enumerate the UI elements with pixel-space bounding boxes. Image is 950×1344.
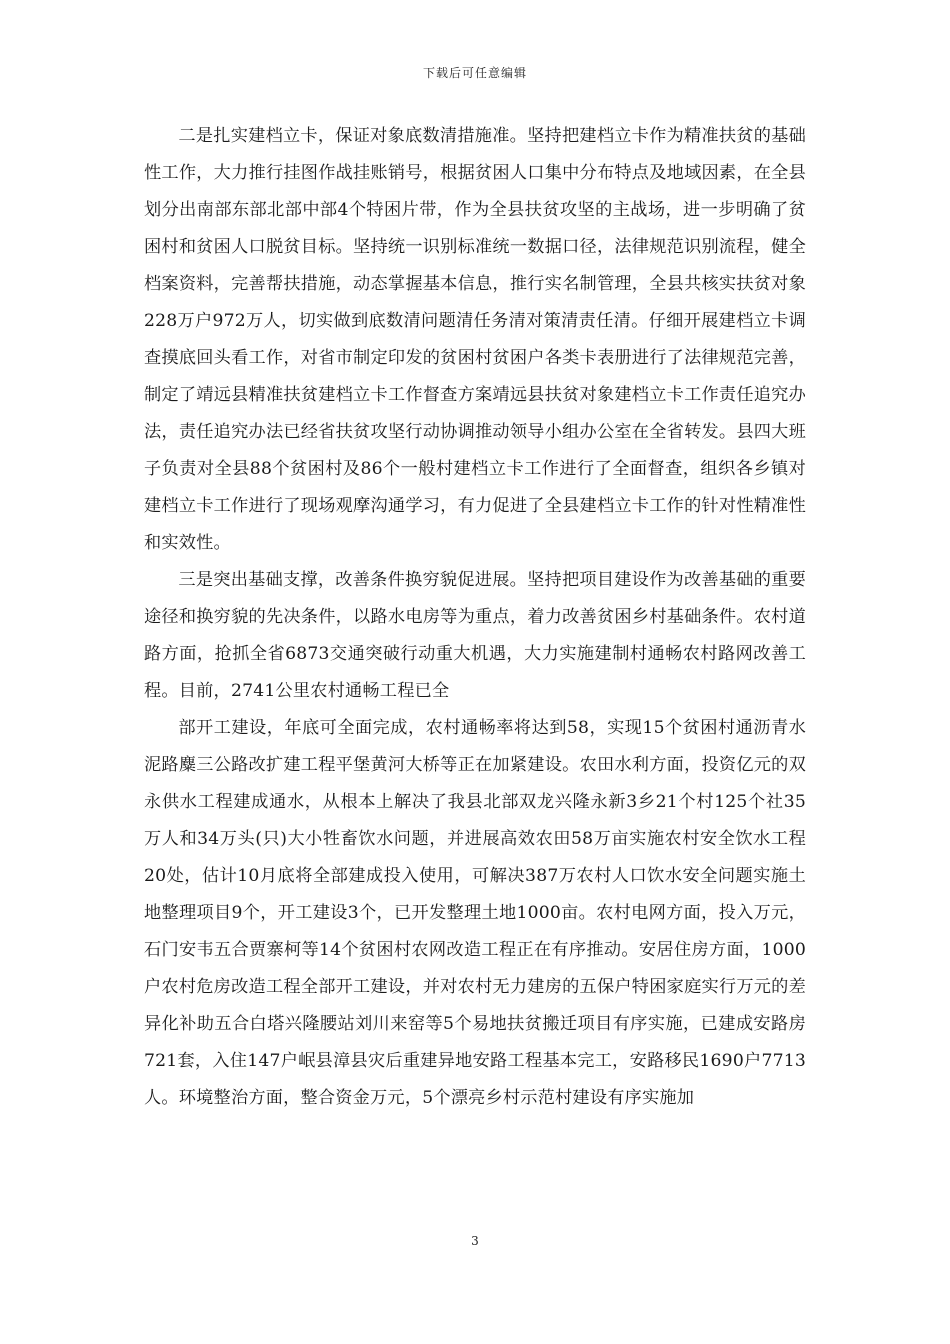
paragraph-infrastructure: 三是突出基础支撑，改善条件换穷貌促进展。坚持把项目建设作为改善基础的重要途径和换穷貌的先决条件，以路水电房等为重点，着力改善贫困乡村基础条件。农村道路方面，抢抓全省6873交通突破行动重大机遇，大力实施建制村通畅农村路网改善工程。目前，2741公里农村通畅工程已全 [144,570,806,701]
document-body [144,118,806,1117]
page-number: 3 [471,1234,479,1248]
paragraph-infrastructure-continued: 部开工建设，年底可全面完成，农村通畅率将达到58，实现15个贫困村通沥青水泥路麋三公路改扩建工程平堡黄河大桥等正在加紧建设。农田水利方面，投资亿元的双永供水工程建成通水，从根本上解决了我县北部双龙兴隆永新3乡21个村125个社35万人和34万头(只)大小牲畜饮水问题，并进展高效农田58万亩实施农村安全饮水工程20处，估计10月底将全部建成投入使用，可解决387万农村人口饮水安全问题实施土地整理项目9个，开工建设3个，已开发整理土地1000亩。农村电网方面，投入万元，石门安韦五合贾寨柯等14个贫困村农网改造工程正在有序推动。安居住房方面，1000户农村危房改造工程全部开工建设，并对农村无力建房的五保户特困家庭实行万元的差异化补助五合白塔兴隆腰站刘川来窑等5个易地扶贫搬迁项目有序实施，已建成安路房721套，入住147户岷县漳县灾后重建异地安路工程基本完工，安路移民1690户7713人。环境整治方面，整合资金万元，5个漂亮乡村示范村建设有序实施加 [144,718,807,1108]
page-header: 下载后可任意编辑 [422,66,527,80]
paragraph-archiving: 二是扎实建档立卡，保证对象底数清措施准。坚持把建档立卡作为精准扶贫的基础性工作，大力推行挂图作战挂账销号，根据贫困人口集中分布特点及地域因素，在全县划分出南部东部北部中部4个特困片带，作为全县扶贫攻坚的主战场，进一步明确了贫困村和贫困人口脱贫目标。坚持统一识别标准统一数据口径，法律规范识别流程，健全档案资料，完善帮扶措施，动态掌握基本信息，推行实名制管理，全县共核实扶贫对象228万户972万人，切实做到底数清问题清任务清对策清责任清。仔细开展建档立卡调查摸底回头看工作，对省市制定印发的贫困村贫困户各类卡表册进行了法律规范完善，制定了靖远县精准扶贫建档立卡工作督查方案靖远县扶贫对象建档立卡工作责任追究办法，责任追究办法已经省扶贫攻坚行动协调推动领导小组办公室在全省转发。县四大班子负责对全县88个贫困村及86个一般村建档立卡工作进行了全面督查，组织各乡镇对建档立卡工作进行了现场观摩沟通学习，有力促进了全县建档立卡工作的针对性精准性和实效性。 [144,126,806,553]
